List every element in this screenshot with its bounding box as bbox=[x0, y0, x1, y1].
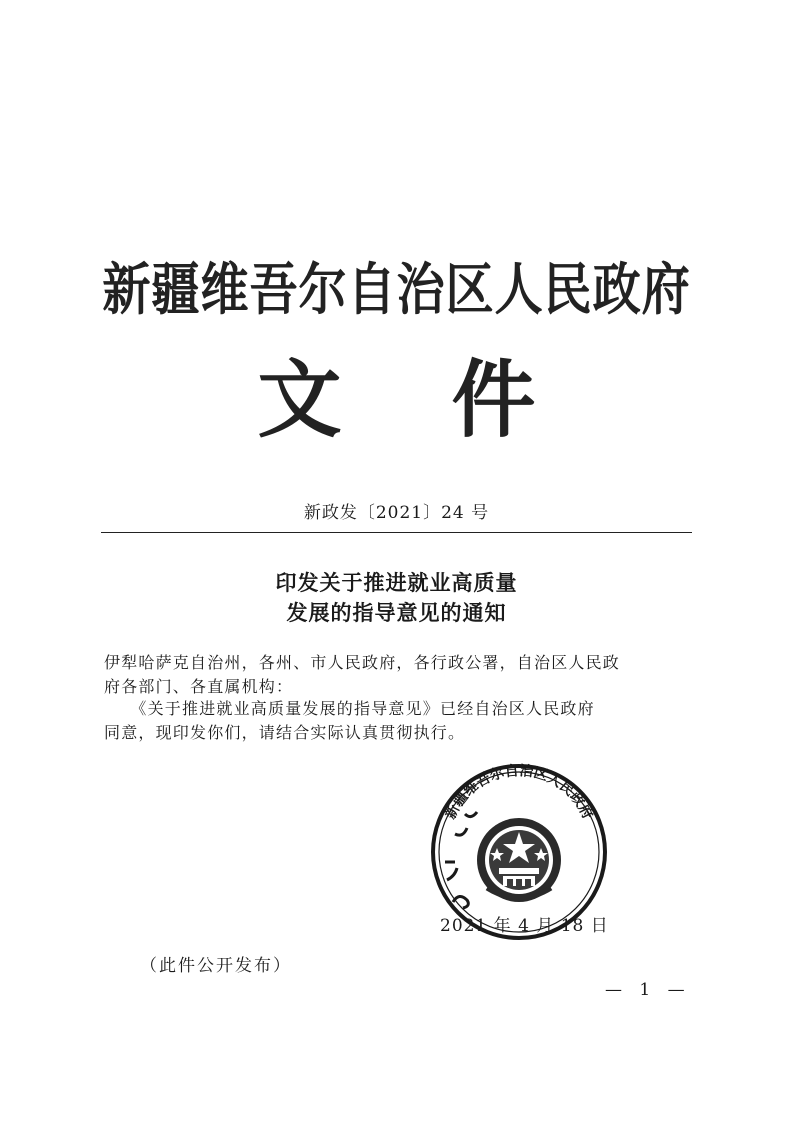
notice-title-line-1: 印发关于推进就业高质量 bbox=[275, 570, 518, 595]
svg-text:新疆维吾尔自治区人民政府 bbox=[442, 762, 596, 822]
seal-text: 新疆维吾尔自治区人民政府 bbox=[442, 763, 596, 822]
body-paragraph bbox=[104, 697, 694, 745]
doc-type-char-1: 文 bbox=[257, 350, 342, 449]
header-divider bbox=[101, 532, 692, 533]
national-emblem-icon bbox=[477, 818, 561, 902]
notice-title-line-2: 发展的指导意见的通知 bbox=[286, 600, 507, 625]
addressees-line-2: 府各部门、各直属机构： bbox=[104, 677, 294, 696]
body-paragraph-line-2: 同意，现印发你们，请结合实际认真贯彻执行。 bbox=[104, 723, 466, 742]
addressees bbox=[104, 651, 694, 699]
body-paragraph-line-1: 《关于推进就业高质量发展的指导意见》已经自治区人民政府 bbox=[104, 699, 595, 718]
document-type-heading bbox=[0, 333, 793, 454]
page-number: — 1 — bbox=[605, 980, 691, 1000]
addressees-line-1: 伊犁哈萨克自治州，各州、市人民政府，各行政公署，自治区人民政 bbox=[104, 653, 621, 672]
publication-note: （此件公开发布） bbox=[140, 956, 292, 976]
seal-script-marks bbox=[445, 812, 477, 908]
issuer-heading: 新疆维吾尔自治区人民政府 bbox=[102, 257, 691, 323]
document-number: 新政发〔2021〕24 号 bbox=[303, 503, 490, 523]
doc-type-char-2: 件 bbox=[451, 350, 536, 449]
issue-date: 2021 年 4 月 18 日 bbox=[440, 916, 609, 936]
